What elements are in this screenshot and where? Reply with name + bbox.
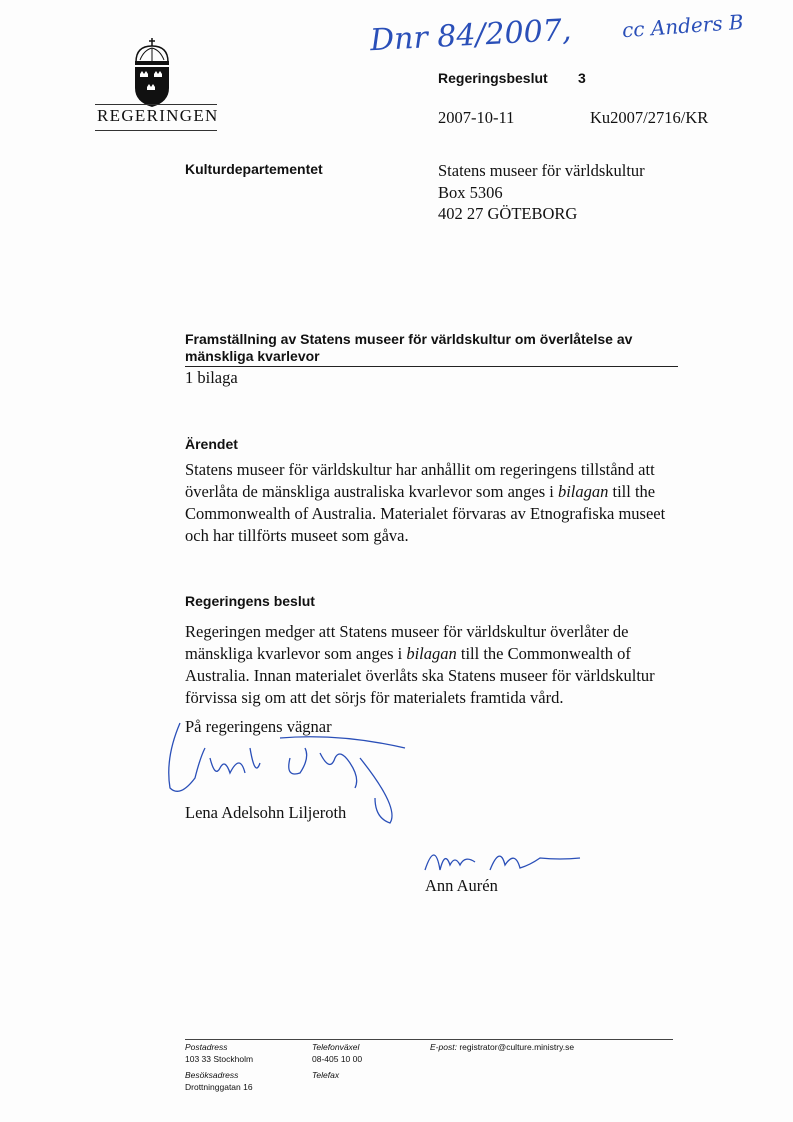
signer-1-name: Lena Adelsohn Liljeroth <box>185 803 347 822</box>
postal-label: Postadress <box>185 1042 228 1052</box>
body-text: Statens museer för världskultur har anhållit om regeringens tillstånd att överlåta de mänskliga australiska kvarlevor som anges i <box>185 460 655 501</box>
recipient-line-1: Statens museer för världskultur <box>438 161 645 180</box>
fax-label: Telefax <box>312 1070 340 1080</box>
email-value[interactable]: registrator@culture.ministry.se <box>459 1042 575 1052</box>
footer-email <box>430 1041 574 1053</box>
section-body-beslut <box>185 621 685 709</box>
body-emphasis: bilagan <box>557 482 609 501</box>
decision-number: 3 <box>578 70 586 86</box>
on-behalf-text: På regeringens vägnar <box>185 717 332 736</box>
footer-postal <box>185 1041 253 1093</box>
visit-label: Besöksadress <box>185 1070 239 1080</box>
signer-2-name: Ann Aurén <box>425 876 498 895</box>
phone-label: Telefonväxel <box>312 1042 360 1052</box>
body-text: Regeringen medger att Statens museer för världskultur överlåter de mänskliga kvarlevor som anges i <box>185 622 629 663</box>
section-heading-beslut: Regeringens beslut <box>185 593 315 609</box>
body-text: till the Commonwealth of Australia. Innan materialet överlåts ska Statens museer för världskultur förvissa sig om att det sörjs för materialets framtida vård. <box>185 644 655 707</box>
footer-rule <box>185 1039 673 1040</box>
document-type: Regeringsbeslut <box>438 70 548 86</box>
subject-line-2: mänskliga kvarlevor <box>185 348 320 364</box>
email-label: E-post: <box>430 1042 457 1052</box>
phone-value: 08-405 10 00 <box>312 1054 363 1064</box>
subject-line-1: Framställning av Statens museer för världskultur om överlåtelse av <box>185 331 633 347</box>
recipient-line-3: 402 27 GÖTEBORG <box>438 204 578 223</box>
section-heading-arendet: Ärendet <box>185 436 238 452</box>
recipient-line-2: Box 5306 <box>438 183 503 202</box>
signature-auren <box>420 840 590 880</box>
body-text: till the Commonwealth of Australia. Materialet förvaras av Etnografiska museet och har tillförts museet som gåva. <box>185 482 666 545</box>
section-body-arendet <box>185 459 685 547</box>
government-crest-icon <box>130 38 174 108</box>
attachment-note: 1 bilaga <box>185 368 238 387</box>
handwritten-cc: cc Anders B <box>621 9 745 43</box>
logo-rule-bottom <box>95 130 217 131</box>
logo-rule-top <box>95 104 217 105</box>
handwritten-registration: Dnr 84/2007, <box>369 12 573 59</box>
department-name: Kulturdepartementet <box>185 161 323 177</box>
reference-number: Ku2007/2716/KR <box>590 108 709 127</box>
body-emphasis: bilagan <box>406 644 457 663</box>
logo-text: REGERINGEN <box>97 106 219 125</box>
document-date: 2007-10-11 <box>438 108 515 127</box>
subject-underline <box>185 366 678 367</box>
footer-phone <box>312 1041 362 1081</box>
visit-value: Drottninggatan 16 <box>185 1082 253 1092</box>
postal-value: 103 33 Stockholm <box>185 1054 254 1064</box>
